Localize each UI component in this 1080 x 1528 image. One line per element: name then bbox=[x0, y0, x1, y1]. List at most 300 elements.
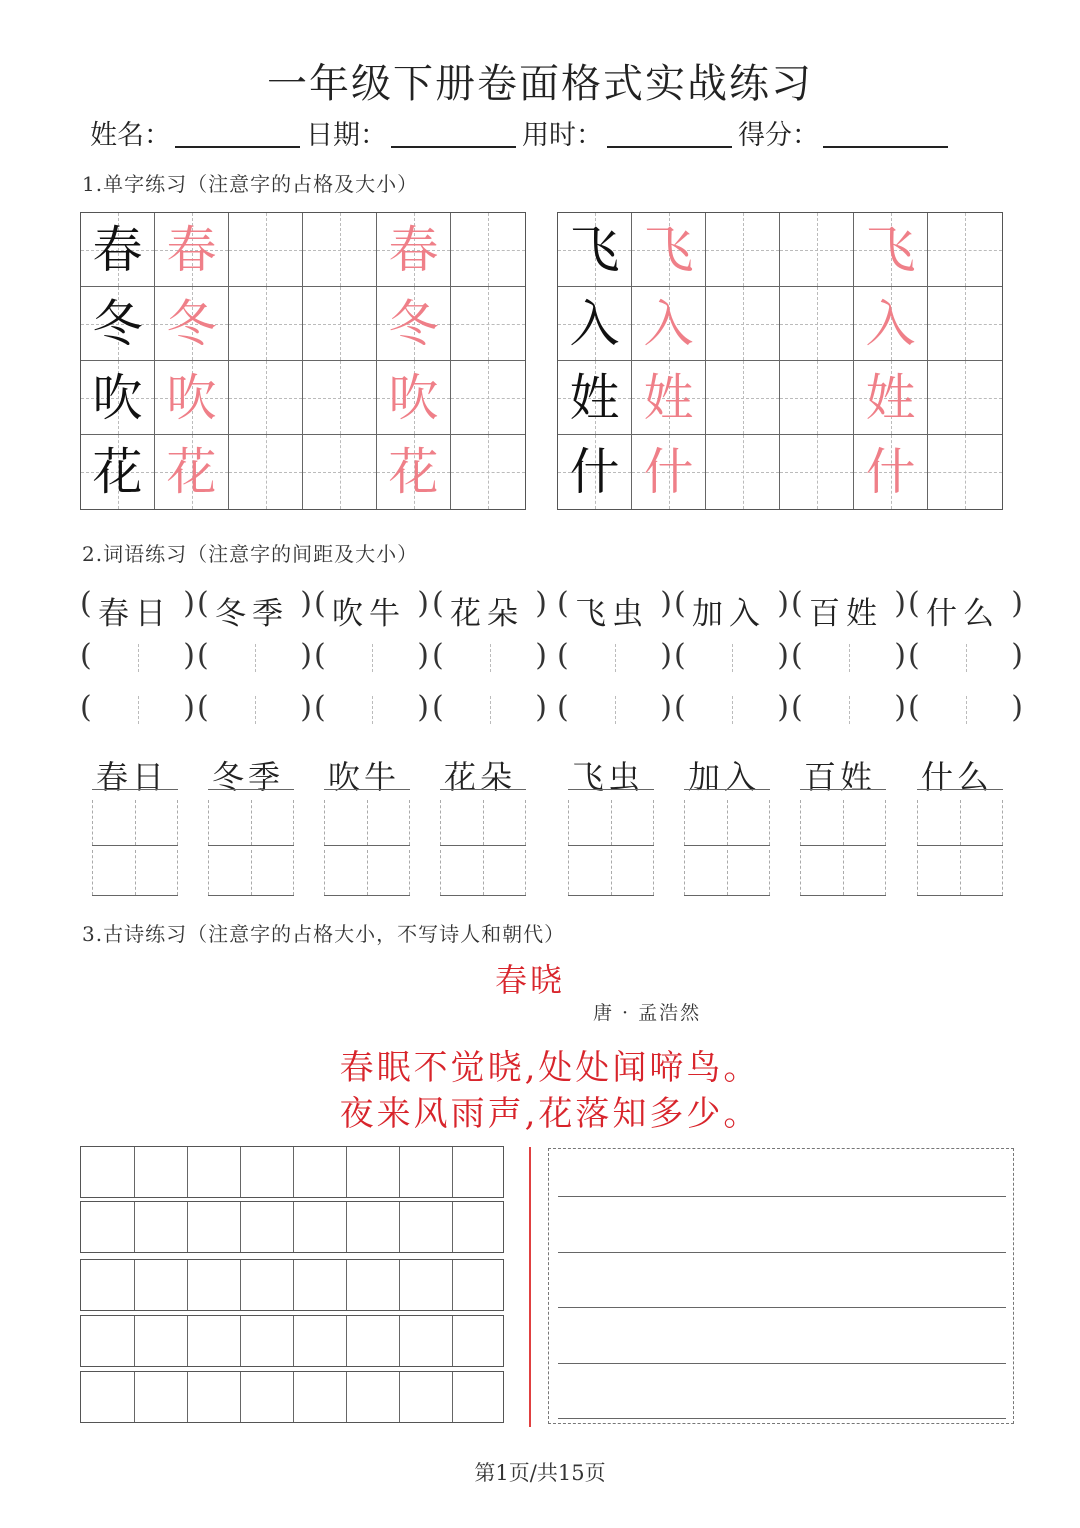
guide-line bbox=[177, 850, 178, 895]
baseline bbox=[568, 789, 654, 790]
baseline bbox=[917, 789, 1003, 790]
word-text: 飞虫 bbox=[575, 596, 649, 632]
grid-cell[interactable] bbox=[451, 213, 525, 287]
guide-line bbox=[928, 250, 1002, 251]
guide-line bbox=[800, 800, 801, 845]
guide-line bbox=[653, 850, 654, 895]
grid-cell bbox=[854, 213, 928, 287]
word-group bbox=[432, 580, 549, 632]
guide-line bbox=[769, 850, 770, 895]
guide-line bbox=[303, 472, 376, 473]
cell-divider bbox=[293, 1202, 294, 1252]
grid-cell[interactable] bbox=[780, 361, 854, 435]
section3-heading: 3.古诗练习（注意字的占格大小，不写诗人和朝代） bbox=[82, 922, 566, 946]
vocab-writing-cell[interactable] bbox=[684, 850, 770, 896]
grid-cell[interactable] bbox=[303, 213, 377, 287]
section1-heading: 1.单字练习（注意字的占格及大小） bbox=[82, 172, 419, 196]
cell-divider bbox=[134, 1147, 135, 1197]
grid-cell[interactable] bbox=[229, 213, 303, 287]
close-paren: ) bbox=[183, 638, 195, 673]
word-group bbox=[197, 580, 314, 632]
page-number: 第1页/共15页 bbox=[474, 1461, 606, 1485]
close-paren: ) bbox=[300, 690, 312, 725]
word-group[interactable] bbox=[791, 684, 908, 736]
grid-cell[interactable] bbox=[780, 435, 854, 509]
writing-line bbox=[558, 1363, 1006, 1364]
grid-cell bbox=[854, 435, 928, 509]
vocab-writing-cell[interactable] bbox=[324, 800, 410, 846]
cell-divider bbox=[293, 1372, 294, 1422]
grid-cell[interactable] bbox=[706, 435, 780, 509]
word-group[interactable] bbox=[908, 632, 1025, 684]
guide-line bbox=[303, 324, 376, 325]
guide-line bbox=[525, 800, 526, 845]
cell-divider bbox=[346, 1202, 347, 1252]
guide-line bbox=[372, 696, 373, 724]
word-text: 春日 bbox=[98, 596, 172, 632]
guide-line bbox=[727, 800, 728, 845]
guide-line bbox=[1002, 850, 1003, 895]
guide-line bbox=[928, 324, 1002, 325]
grid-cell bbox=[558, 287, 632, 361]
guide-line bbox=[293, 800, 294, 845]
word-group[interactable] bbox=[791, 632, 908, 684]
grid-cell bbox=[377, 435, 451, 509]
trace-char: 花 bbox=[388, 443, 439, 501]
grid-cell bbox=[854, 361, 928, 435]
close-paren: ) bbox=[535, 586, 547, 621]
grid-cell[interactable] bbox=[303, 287, 377, 361]
guide-line bbox=[451, 324, 525, 325]
trace-char: 春 bbox=[166, 220, 217, 279]
guide-line bbox=[615, 644, 616, 672]
guide-line bbox=[372, 644, 373, 672]
model-char: 花 bbox=[92, 443, 143, 501]
guide-line bbox=[684, 850, 685, 895]
close-paren: ) bbox=[1011, 638, 1023, 673]
grid-cell[interactable] bbox=[706, 287, 780, 361]
vocab-writing-cell[interactable] bbox=[324, 850, 410, 896]
guide-line bbox=[367, 800, 368, 845]
vocab-word: 春日 bbox=[96, 758, 169, 796]
guide-line bbox=[451, 398, 525, 399]
close-paren: ) bbox=[660, 638, 672, 673]
writing-line bbox=[558, 1418, 1006, 1419]
guide-line bbox=[92, 800, 93, 845]
grid-cell bbox=[377, 213, 451, 287]
cell-divider bbox=[134, 1260, 135, 1310]
open-paren: ( bbox=[557, 638, 569, 673]
open-paren: ( bbox=[80, 638, 92, 673]
guide-line bbox=[208, 850, 209, 895]
trace-char: 花 bbox=[166, 443, 217, 501]
guide-line bbox=[229, 250, 302, 251]
trace-char: 飞 bbox=[643, 220, 694, 279]
poem-grid-row bbox=[80, 1315, 504, 1367]
close-paren: ) bbox=[777, 586, 789, 621]
open-paren: ( bbox=[432, 586, 444, 621]
model-char: 春 bbox=[92, 220, 143, 279]
guide-line bbox=[769, 800, 770, 845]
poem-line-1: 春眠不觉晓,处处闻啼鸟。 bbox=[339, 1048, 761, 1088]
cell-divider bbox=[293, 1260, 294, 1310]
vocab-writing-cell[interactable] bbox=[440, 850, 526, 896]
guide-line bbox=[849, 696, 850, 724]
time-blank[interactable] bbox=[607, 116, 732, 148]
grid-cell[interactable] bbox=[780, 213, 854, 287]
open-paren: ( bbox=[314, 586, 326, 621]
cell-divider bbox=[452, 1316, 453, 1366]
guide-line bbox=[367, 850, 368, 895]
cell-divider bbox=[240, 1202, 241, 1252]
poem-author: 唐 · 孟浩然 bbox=[593, 1002, 702, 1024]
guide-line bbox=[451, 472, 525, 473]
guide-line bbox=[706, 398, 779, 399]
guide-line bbox=[440, 850, 441, 895]
grid-cell bbox=[632, 287, 706, 361]
guide-line bbox=[780, 324, 853, 325]
guide-line bbox=[490, 696, 491, 724]
guide-line bbox=[780, 472, 853, 473]
grid-cell bbox=[81, 213, 155, 287]
divider-line bbox=[529, 1147, 531, 1427]
vocab-writing-cell[interactable] bbox=[440, 800, 526, 846]
vocab-writing-cell[interactable] bbox=[684, 800, 770, 846]
grid-cell[interactable] bbox=[451, 361, 525, 435]
cell-divider bbox=[346, 1147, 347, 1197]
word-group[interactable] bbox=[432, 684, 549, 736]
grid-cell bbox=[377, 361, 451, 435]
word-text: 百姓 bbox=[809, 596, 883, 632]
model-char: 什 bbox=[569, 443, 620, 501]
guide-line bbox=[960, 800, 961, 845]
name-blank[interactable] bbox=[175, 116, 300, 148]
word-group[interactable] bbox=[674, 684, 791, 736]
cell-divider bbox=[399, 1260, 400, 1310]
word-row-examples bbox=[80, 580, 1023, 632]
trace-char: 入 bbox=[643, 294, 694, 353]
guide-line bbox=[92, 850, 93, 895]
guide-line bbox=[966, 696, 967, 724]
cell-divider bbox=[293, 1316, 294, 1366]
baseline bbox=[684, 789, 770, 790]
model-char: 姓 bbox=[569, 368, 620, 427]
guide-line bbox=[138, 644, 139, 672]
guide-line bbox=[490, 644, 491, 672]
cell-divider bbox=[187, 1372, 188, 1422]
guide-line bbox=[208, 800, 209, 845]
vocab-word: 飞虫 bbox=[572, 758, 645, 796]
guide-line bbox=[917, 850, 918, 895]
score-label: 得分： bbox=[738, 120, 819, 151]
cell-divider bbox=[187, 1147, 188, 1197]
open-paren: ( bbox=[908, 586, 920, 621]
grid-cell bbox=[81, 361, 155, 435]
guide-line bbox=[706, 472, 779, 473]
vocab-writing-cell[interactable] bbox=[92, 800, 178, 846]
guide-line bbox=[135, 850, 136, 895]
word-group[interactable] bbox=[314, 684, 431, 736]
guide-line bbox=[615, 696, 616, 724]
vocab-writing-cell[interactable] bbox=[800, 800, 886, 846]
guide-line bbox=[800, 850, 801, 895]
guide-line bbox=[525, 850, 526, 895]
guide-line bbox=[966, 644, 967, 672]
close-paren: ) bbox=[660, 586, 672, 621]
date-blank[interactable] bbox=[391, 116, 516, 148]
close-paren: ) bbox=[777, 690, 789, 725]
open-paren: ( bbox=[791, 586, 803, 621]
word-group bbox=[908, 580, 1025, 632]
open-paren: ( bbox=[432, 638, 444, 673]
cell-divider bbox=[240, 1147, 241, 1197]
poem-grid-row bbox=[80, 1259, 504, 1311]
cell-divider bbox=[346, 1372, 347, 1422]
open-paren: ( bbox=[674, 586, 686, 621]
vocab-writing-cell[interactable] bbox=[208, 800, 294, 846]
word-text: 花朵 bbox=[450, 596, 524, 632]
cell-divider bbox=[134, 1316, 135, 1366]
open-paren: ( bbox=[557, 586, 569, 621]
score-blank[interactable] bbox=[823, 116, 948, 148]
trace-char: 吹 bbox=[166, 368, 217, 427]
close-paren: ) bbox=[300, 586, 312, 621]
grid-cell[interactable] bbox=[451, 287, 525, 361]
close-paren: ) bbox=[417, 638, 429, 673]
open-paren: ( bbox=[791, 638, 803, 673]
cell-divider bbox=[240, 1372, 241, 1422]
guide-line bbox=[324, 850, 325, 895]
poem-line-2: 夜来风雨声,花落知多少。 bbox=[339, 1094, 761, 1134]
vocab-word: 什么 bbox=[921, 758, 994, 796]
word-group[interactable] bbox=[80, 684, 197, 736]
guide-line bbox=[324, 800, 325, 845]
open-paren: ( bbox=[791, 690, 803, 725]
guide-line bbox=[917, 800, 918, 845]
close-paren: ) bbox=[183, 586, 195, 621]
grid-cell bbox=[155, 435, 229, 509]
word-group bbox=[557, 580, 674, 632]
poem-grid-row bbox=[80, 1201, 504, 1253]
guide-line bbox=[568, 800, 569, 845]
grid-cell[interactable] bbox=[229, 361, 303, 435]
guide-line bbox=[732, 644, 733, 672]
close-paren: ) bbox=[417, 586, 429, 621]
vocab-writing-cell[interactable] bbox=[568, 850, 654, 896]
cell-divider bbox=[399, 1316, 400, 1366]
grid-cell bbox=[558, 361, 632, 435]
guide-line bbox=[780, 250, 853, 251]
trace-char: 飞 bbox=[865, 220, 916, 279]
word-text: 什么 bbox=[926, 596, 1000, 632]
guide-line bbox=[885, 800, 886, 845]
guide-line bbox=[706, 250, 779, 251]
word-group[interactable] bbox=[432, 632, 549, 684]
grid-cell[interactable] bbox=[303, 361, 377, 435]
close-paren: ) bbox=[894, 690, 906, 725]
grid-cell bbox=[632, 361, 706, 435]
word-group[interactable] bbox=[908, 684, 1025, 736]
grid-cell bbox=[377, 287, 451, 361]
grid-cell[interactable] bbox=[706, 361, 780, 435]
trace-char: 姓 bbox=[865, 368, 916, 427]
baseline bbox=[92, 789, 178, 790]
poem-title: 春晓 bbox=[494, 961, 565, 999]
guide-line bbox=[135, 800, 136, 845]
cell-divider bbox=[187, 1260, 188, 1310]
word-group bbox=[791, 580, 908, 632]
vocab-word: 吹牛 bbox=[328, 758, 401, 796]
cell-divider bbox=[187, 1202, 188, 1252]
guide-line bbox=[706, 324, 779, 325]
cell-divider bbox=[187, 1316, 188, 1366]
model-char: 吹 bbox=[92, 368, 143, 427]
grid-cell bbox=[632, 213, 706, 287]
guide-line bbox=[568, 850, 569, 895]
guide-line bbox=[727, 850, 728, 895]
word-group[interactable] bbox=[557, 632, 674, 684]
word-group[interactable] bbox=[557, 684, 674, 736]
single-char-grid-right bbox=[557, 212, 1003, 510]
grid-cell[interactable] bbox=[928, 287, 1002, 361]
guide-line bbox=[960, 850, 961, 895]
writing-line bbox=[558, 1307, 1006, 1308]
cell-divider bbox=[452, 1372, 453, 1422]
open-paren: ( bbox=[908, 690, 920, 725]
word-group[interactable] bbox=[197, 684, 314, 736]
grid-cell[interactable] bbox=[928, 361, 1002, 435]
guide-line bbox=[440, 800, 441, 845]
guide-line bbox=[229, 398, 302, 399]
open-paren: ( bbox=[197, 586, 209, 621]
word-group[interactable] bbox=[674, 632, 791, 684]
word-group[interactable] bbox=[80, 632, 197, 684]
section2-heading: 2.词语练习（注意字的间距及大小） bbox=[82, 542, 419, 566]
model-char: 冬 bbox=[92, 294, 143, 353]
vocab-writing-cell[interactable] bbox=[800, 850, 886, 896]
vocab-writing-cell[interactable] bbox=[917, 800, 1003, 846]
grid-cell[interactable] bbox=[229, 435, 303, 509]
grid-cell[interactable] bbox=[706, 213, 780, 287]
close-paren: ) bbox=[300, 638, 312, 673]
grid-cell bbox=[155, 361, 229, 435]
close-paren: ) bbox=[894, 638, 906, 673]
trace-char: 春 bbox=[388, 220, 439, 279]
trace-char: 什 bbox=[865, 443, 916, 501]
guide-line bbox=[451, 250, 525, 251]
guide-line bbox=[653, 800, 654, 845]
open-paren: ( bbox=[314, 638, 326, 673]
cell-divider bbox=[240, 1260, 241, 1310]
vocab-writing-cell[interactable] bbox=[917, 850, 1003, 896]
cell-divider bbox=[134, 1202, 135, 1252]
word-group[interactable] bbox=[197, 632, 314, 684]
open-paren: ( bbox=[314, 690, 326, 725]
guide-line bbox=[255, 644, 256, 672]
writing-line bbox=[558, 1252, 1006, 1253]
cell-divider bbox=[134, 1372, 135, 1422]
name-label: 姓名： bbox=[90, 120, 171, 151]
grid-cell[interactable] bbox=[780, 287, 854, 361]
student-info-row bbox=[90, 112, 990, 152]
close-paren: ) bbox=[777, 638, 789, 673]
open-paren: ( bbox=[674, 690, 686, 725]
cell-divider bbox=[452, 1260, 453, 1310]
poem-grid-row bbox=[80, 1371, 504, 1423]
grid-cell[interactable] bbox=[229, 287, 303, 361]
lined-writing-box[interactable] bbox=[548, 1148, 1014, 1424]
guide-line bbox=[251, 850, 252, 895]
open-paren: ( bbox=[197, 638, 209, 673]
open-paren: ( bbox=[197, 690, 209, 725]
grid-cell bbox=[81, 435, 155, 509]
poem-grid-row bbox=[80, 1146, 504, 1198]
guide-line bbox=[843, 800, 844, 845]
cell-divider bbox=[346, 1316, 347, 1366]
grid-cell bbox=[81, 287, 155, 361]
single-char-grid-left bbox=[80, 212, 526, 510]
word-group[interactable] bbox=[314, 632, 431, 684]
cell-divider bbox=[399, 1372, 400, 1422]
open-paren: ( bbox=[432, 690, 444, 725]
grid-cell bbox=[155, 287, 229, 361]
cell-divider bbox=[293, 1147, 294, 1197]
guide-line bbox=[849, 644, 850, 672]
close-paren: ) bbox=[183, 690, 195, 725]
grid-cell[interactable] bbox=[303, 435, 377, 509]
guide-line bbox=[293, 850, 294, 895]
grid-cell bbox=[854, 287, 928, 361]
baseline bbox=[208, 789, 294, 790]
guide-line bbox=[684, 800, 685, 845]
grid-cell[interactable] bbox=[451, 435, 525, 509]
guide-line bbox=[928, 398, 1002, 399]
guide-line bbox=[409, 850, 410, 895]
open-paren: ( bbox=[674, 638, 686, 673]
grid-cell bbox=[558, 435, 632, 509]
vocab-word: 花朵 bbox=[444, 758, 517, 796]
trace-char: 什 bbox=[643, 443, 694, 501]
cell-divider bbox=[452, 1147, 453, 1197]
cell-divider bbox=[399, 1147, 400, 1197]
vocab-word: 百姓 bbox=[804, 758, 877, 796]
open-paren: ( bbox=[80, 586, 92, 621]
guide-line bbox=[251, 800, 252, 845]
baseline bbox=[324, 789, 410, 790]
word-text: 加入 bbox=[692, 596, 766, 632]
grid-cell[interactable] bbox=[928, 435, 1002, 509]
close-paren: ) bbox=[660, 690, 672, 725]
date-label: 日期： bbox=[306, 120, 387, 151]
vocab-writing-cell[interactable] bbox=[208, 850, 294, 896]
guide-line bbox=[138, 696, 139, 724]
page-title: 一年级下册卷面格式实战练习 bbox=[267, 61, 813, 107]
trace-char: 冬 bbox=[166, 294, 217, 353]
cell-divider bbox=[399, 1202, 400, 1252]
cell-divider bbox=[452, 1202, 453, 1252]
baseline bbox=[800, 789, 886, 790]
trace-char: 冬 bbox=[388, 294, 439, 353]
vocab-writing-cell[interactable] bbox=[92, 850, 178, 896]
baseline bbox=[440, 789, 526, 790]
close-paren: ) bbox=[1011, 586, 1023, 621]
model-char: 入 bbox=[569, 294, 620, 353]
vocab-writing-cell[interactable] bbox=[568, 800, 654, 846]
trace-char: 入 bbox=[865, 294, 916, 353]
guide-line bbox=[885, 850, 886, 895]
grid-cell[interactable] bbox=[928, 213, 1002, 287]
cell-divider bbox=[346, 1260, 347, 1310]
